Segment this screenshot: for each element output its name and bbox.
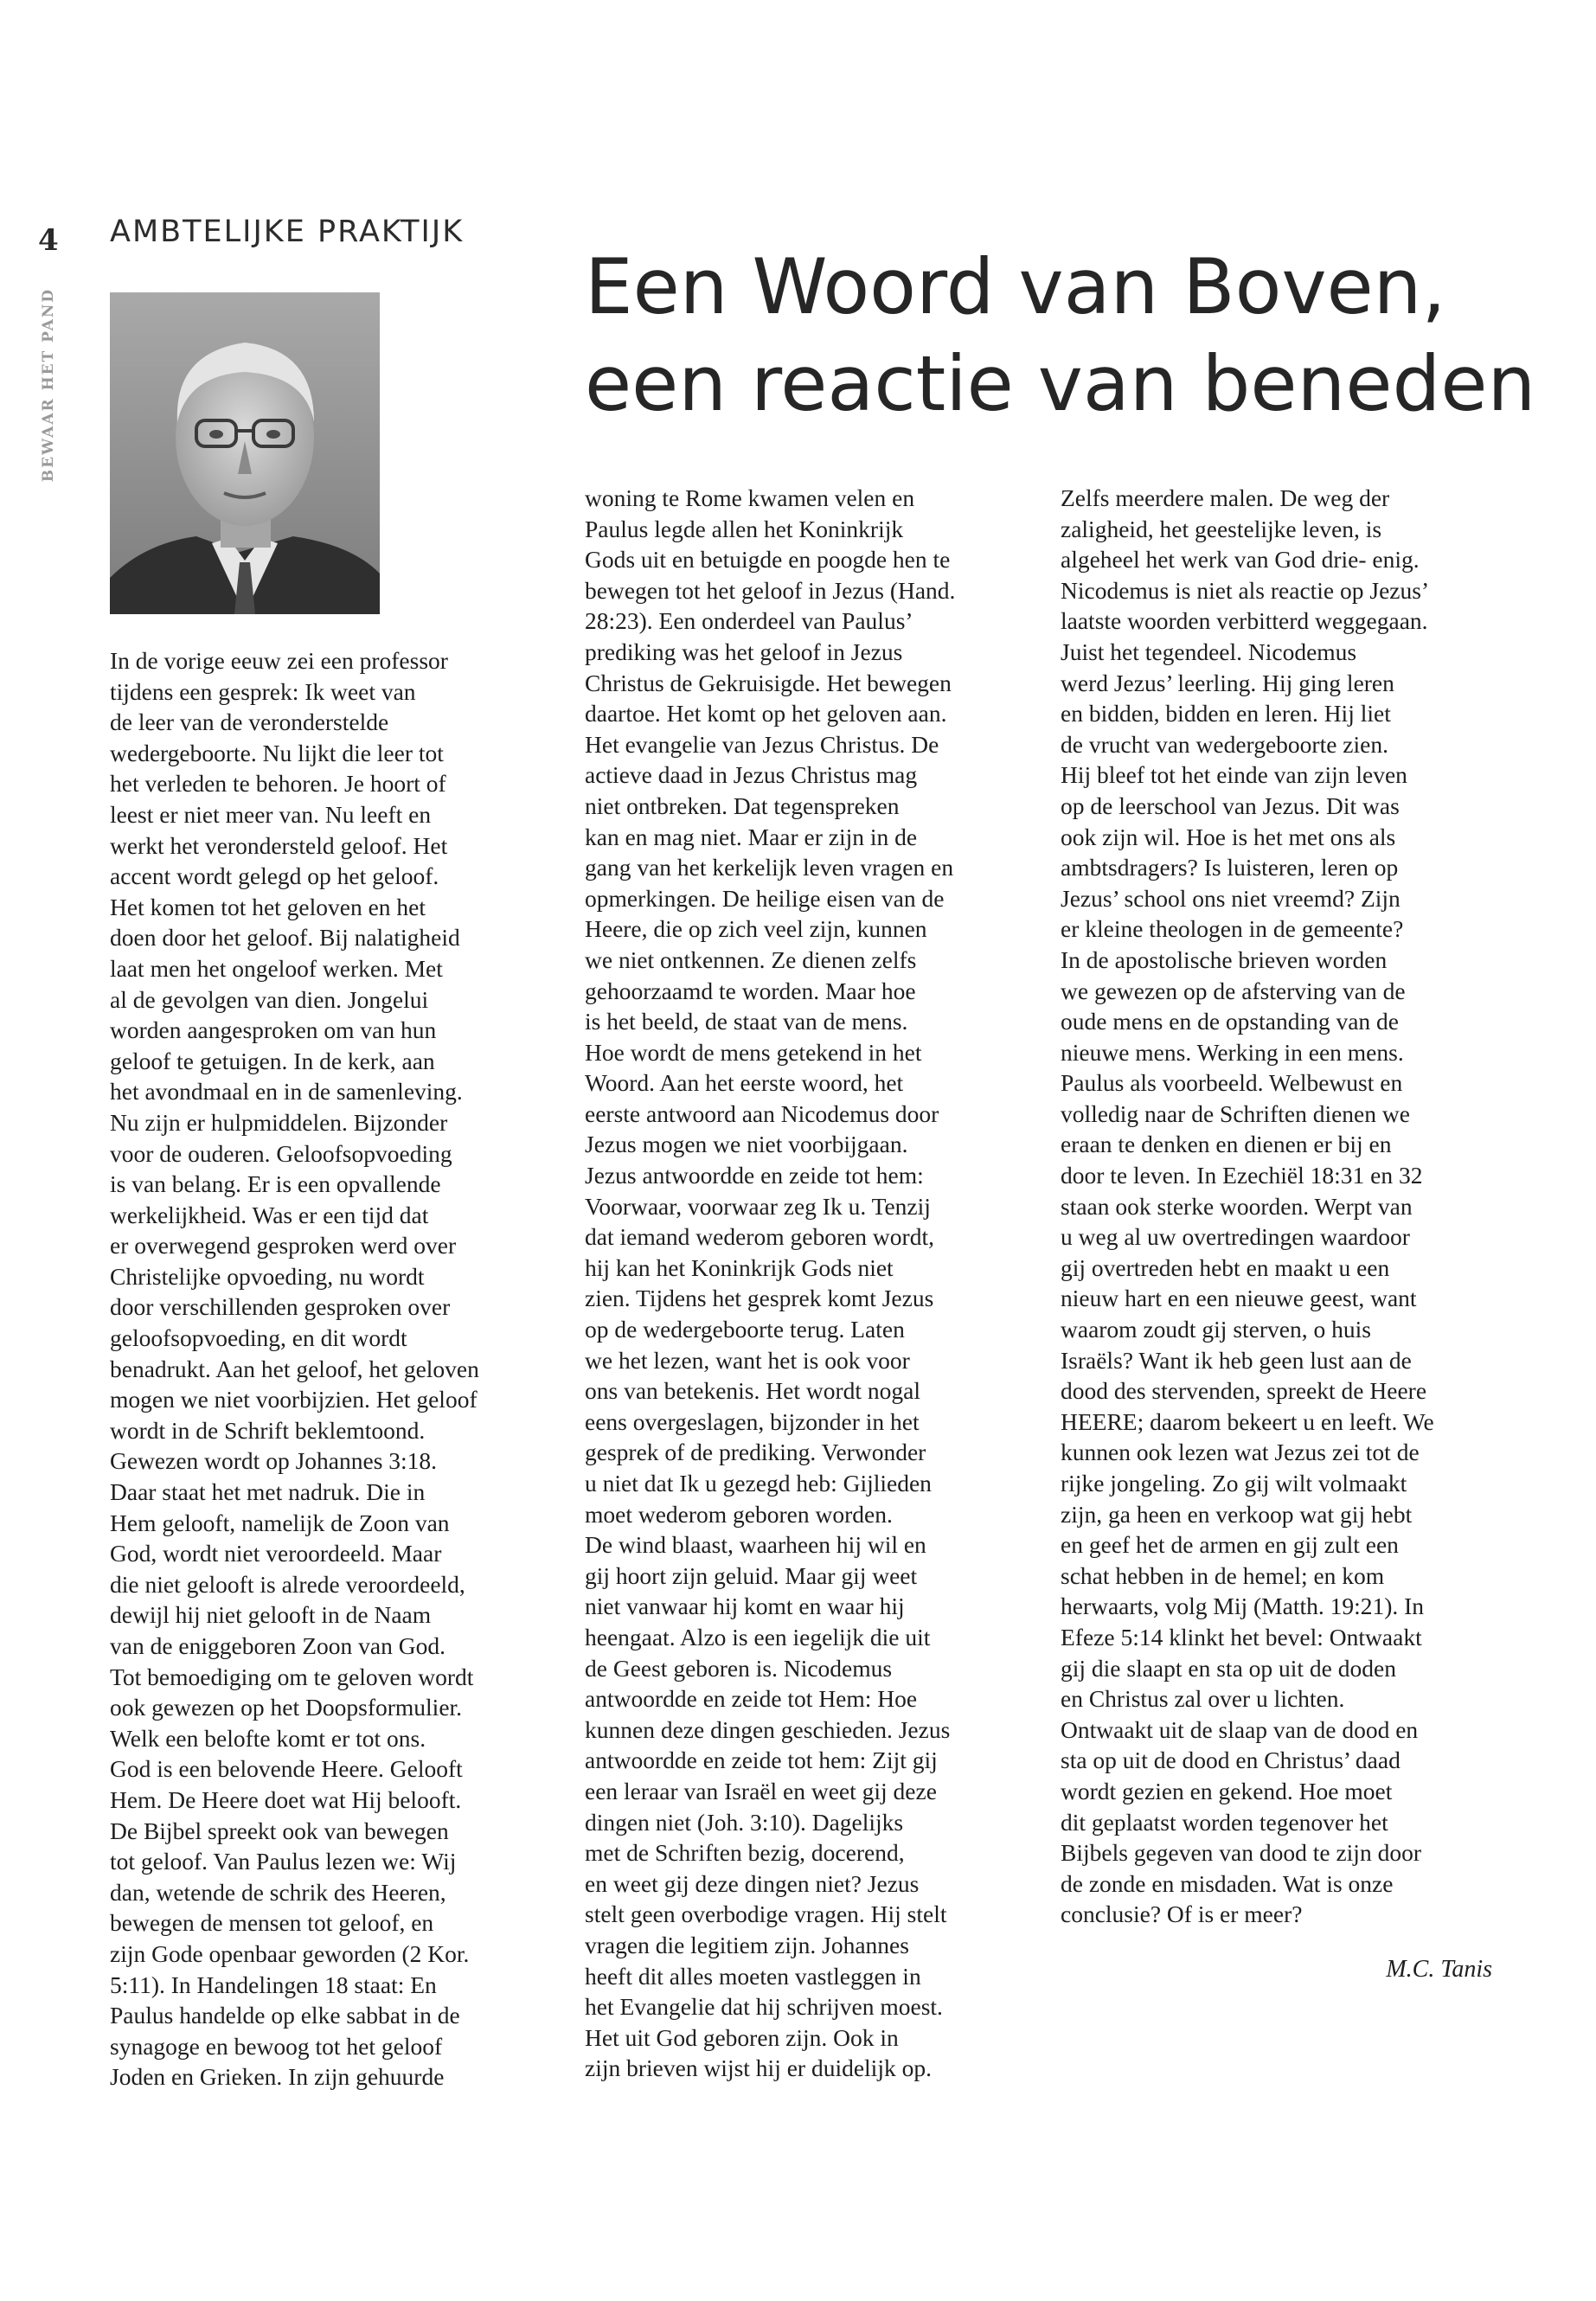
body-text-line: dewijl hij niet gelooft in de Naam: [110, 1601, 432, 1629]
body-text-line: Paulus als voorbeeld. Welbewust en: [1061, 1069, 1403, 1097]
body-text-line: dit geplaatst worden tegenover het: [1061, 1808, 1388, 1836]
body-text-line: Ontwaakt uit de slaap van de dood en: [1061, 1715, 1419, 1743]
body-text-line: Hij bleef tot het einde van zijn leven: [1061, 761, 1407, 789]
body-text-line: voor de ouderen. Geloofsopvoeding: [110, 1139, 452, 1167]
body-text-line: doen door het geloof. Bij nalatigheid: [110, 924, 460, 952]
body-text-line: heeft dit alles moeten vastleggen in: [585, 1962, 921, 1990]
body-text-line: dat iemand wederom geboren wordt,: [585, 1223, 934, 1251]
body-text-line: opmerkingen. De heilige eisen van de: [585, 884, 945, 912]
body-text-line: eerste antwoord aan Nicodemus door: [585, 1099, 939, 1127]
body-text-line: het avondmaal en in de samenleving.: [110, 1078, 463, 1106]
body-text-line: u niet dat Ik u gezegd heb: Gijlieden: [585, 1470, 932, 1497]
body-text-line: Tot bemoediging om te geloven wordt: [110, 1663, 474, 1690]
article-title-line: Een Woord van Boven,: [585, 242, 1446, 331]
body-text-line: een leraar van Israël en weet gij deze: [585, 1777, 937, 1804]
body-text-line: en weet gij deze dingen niet? Jezus: [585, 1869, 920, 1897]
body-text-line: De Bijbel spreekt ook van bewegen: [110, 1817, 449, 1844]
body-text-line: Jezus antwoordde en zeide tot hem:: [585, 1162, 924, 1189]
body-text-line: zien. Tijdens het gesprek komt Jezus: [585, 1285, 934, 1312]
body-text-line: 28:23). Een onderdeel van Paulus’: [585, 607, 913, 635]
body-text-line: Jezus’ school ons niet vreemd? Zijn: [1061, 884, 1401, 912]
body-text-line: Joden en Grieken. In zijn gehuurde: [110, 2063, 445, 2091]
author-portrait: [110, 292, 380, 614]
body-text-line: staan ook sterke woorden. Werpt van: [1061, 1192, 1413, 1220]
body-text-line: actieve daad in Jezus Christus mag: [585, 761, 918, 789]
body-text-line: Jezus mogen we niet voorbijgaan.: [585, 1131, 908, 1158]
body-text-line: worden aangesproken om van hun: [110, 1016, 437, 1044]
body-text-line: antwoordde en zeide tot Hem: Hoe: [585, 1685, 918, 1713]
article-title: [585, 239, 1554, 433]
body-text-line: door te leven. In Ezechiël 18:31 en 32: [1061, 1162, 1423, 1189]
body-text-line: Nu zijn er hulpmiddelen. Bijzonder: [110, 1108, 448, 1136]
body-text-line: hij kan het Koninkrijk Gods niet: [585, 1253, 894, 1281]
body-text-line: we niet ontkennen. Ze dienen zelfs: [585, 945, 917, 973]
body-text-line: nieuwe mens. Werking in een mens.: [1061, 1038, 1404, 1066]
body-text-line: niet ontbreken. Dat tegenspreken: [585, 792, 900, 819]
body-text-line: Christus de Gekruisigde. Het bewegen: [585, 669, 952, 696]
body-text-line: gij hoort zijn geluid. Maar gij weet: [585, 1561, 918, 1589]
body-text-line: Heere, die op zich veel zijn, kunnen: [585, 915, 927, 943]
body-text-line: is het beeld, de staat van de mens.: [585, 1008, 908, 1035]
body-text-line: gesprek of de prediking. Verwonder: [585, 1439, 926, 1466]
body-text-line: dingen niet (Joh. 3:10). Dagelijks: [585, 1808, 904, 1836]
body-text-line: de vrucht van wedergeboorte zien.: [1061, 730, 1388, 758]
body-text-line: accent wordt gelegd op het geloof.: [110, 862, 439, 890]
body-text-line: Israëls? Want ik heb geen lust aan de: [1061, 1346, 1412, 1374]
body-text-line: werkelijkheid. Was er een tijd dat: [110, 1201, 429, 1228]
body-text-line: niet vanwaar hij komt en waar hij: [585, 1593, 905, 1620]
body-text-line: gang van het kerkelijk leven vragen en: [585, 854, 954, 881]
body-text-line: waarom zoudt gij sterven, o huis: [1061, 1316, 1371, 1343]
body-text-line: geloofsopvoeding, en dit wordt: [110, 1324, 407, 1352]
body-text-line: wedergeboorte. Nu lijkt die leer tot: [110, 739, 444, 766]
body-text-line: stelt geen overbodige vragen. Hij stelt: [585, 1900, 947, 1928]
body-text-line: herwaarts, volg Mij (Matth. 19:21). In: [1061, 1593, 1425, 1620]
body-text-line: Welk een belofte komt er tot ons.: [110, 1724, 426, 1752]
body-text-line: Hem. De Heere doet wat Hij belooft.: [110, 1785, 462, 1813]
body-text-line: sta op uit de dood en Christus’ daad: [1061, 1747, 1401, 1774]
body-text-line: bewegen tot het geloof in Jezus (Hand.: [585, 576, 956, 604]
section-label: AMBTELIJKE PRAKTIJK: [110, 215, 465, 249]
body-text-line: Voorwaar, voorwaar zeg Ik u. Tenzij: [585, 1192, 931, 1220]
body-text-line: antwoordde en zeide tot hem: Zijt gij: [585, 1747, 938, 1774]
body-text-line: zijn, ga heen en verkoop wat gij hebt: [1061, 1500, 1413, 1528]
body-text-line: dan, wetende de schrik des Heeren,: [110, 1878, 446, 1906]
body-text-line: In de apostolische brieven worden: [1061, 945, 1388, 973]
body-text-line: Het komen tot het geloven en het: [110, 893, 426, 920]
body-text-line: Efeze 5:14 klinkt het bevel: Ontwaakt: [1061, 1623, 1422, 1650]
body-text-line: er overwegend gesproken werd over: [110, 1232, 457, 1259]
body-text-line: die niet gelooft is alrede veroordeeld,: [110, 1570, 465, 1598]
body-text-line: de Geest geboren is. Nicodemus: [585, 1654, 893, 1682]
portrait-illustration: [110, 292, 380, 614]
body-text-line: de leer van de veronderstelde: [110, 708, 389, 736]
body-text-line: God is een belovende Heere. Gelooft: [110, 1755, 463, 1783]
body-text-line: zijn brieven wijst hij er duidelijk op.: [585, 2054, 932, 2082]
body-text-line: rijke jongeling. Zo gij wilt volmaakt: [1061, 1470, 1407, 1497]
body-text-line: conclusie? Of is er meer?: [1061, 1900, 1303, 1928]
body-text-line: laat men het ongeloof werken. Met: [110, 954, 443, 982]
body-text-line: met de Schriften bezig, docerend,: [585, 1839, 905, 1867]
body-text-line: God, wordt niet veroordeeld. Maar: [110, 1540, 442, 1567]
body-text-line: Christelijke opvoeding, nu wordt: [110, 1262, 425, 1290]
body-text-line: tijdens een gesprek: Ik weet van: [110, 677, 416, 705]
body-text-line: Gods uit en betuigde en poogde hen te: [585, 546, 951, 574]
body-text-line: heengaat. Alzo is een iegelijk die uit: [585, 1623, 931, 1650]
body-text-line: synagoge en bewoog tot het geloof: [110, 2032, 443, 2060]
body-text-line: Juist het tegendeel. Nicodemus: [1061, 638, 1357, 665]
body-text-line: De wind blaast, waarheen hij wil en: [585, 1531, 926, 1559]
body-text-line: Paulus legde allen het Koninkrijk: [585, 515, 904, 542]
body-text-line: benadrukt. Aan het geloof, het geloven: [110, 1355, 479, 1382]
article-title-line: een reactie van beneden: [585, 339, 1536, 428]
body-text-line: In de vorige eeuw zei een professor: [110, 647, 448, 674]
body-text-line: ons van betekenis. Het wordt nogal: [585, 1377, 920, 1405]
body-text-line: 5:11). In Handelingen 18 staat: En: [110, 1971, 437, 1998]
body-text-line: en bidden, bidden en leren. Hij liet: [1061, 700, 1391, 727]
body-text-line: schat hebben in de hemel; en kom: [1061, 1561, 1385, 1589]
body-text-line: Het uit God geboren zijn. Ook in: [585, 2023, 899, 2051]
body-text-line: we gewezen op de afsterving van de: [1061, 977, 1406, 1004]
body-text-line: nieuw hart en een nieuwe geest, want: [1061, 1285, 1417, 1312]
article-column-1: [110, 645, 512, 2093]
body-text-line: werkt het verondersteld geloof. Het: [110, 831, 448, 859]
body-text-line: dood des stervenden, spreekt de Heere: [1061, 1377, 1427, 1405]
body-text-line: ook gewezen op het Doopsformulier.: [110, 1694, 463, 1721]
body-text-line: het Evangelie dat hij schrijven moest.: [585, 1993, 943, 2021]
body-text-line: volledig naar de Schriften dienen we: [1061, 1099, 1410, 1127]
running-head: [33, 277, 64, 493]
body-text-line: Gewezen wordt op Johannes 3:18.: [110, 1447, 438, 1475]
body-text-line: bewegen de mensen tot geloof, en: [110, 1909, 434, 1937]
running-head-text: BEWAAR HET PAND: [40, 287, 57, 483]
article-column-2: [585, 483, 1017, 2084]
body-text-line: mogen we niet voorbijzien. Het geloof: [110, 1386, 478, 1413]
body-text-line: moet wederom geboren worden.: [585, 1500, 893, 1528]
body-text-line: al de gevolgen van dien. Jongelui: [110, 985, 429, 1013]
body-text-line: eens overgeslagen, bijzonder in het: [585, 1407, 920, 1435]
body-text-line: ook zijn wil. Hoe is het met ons als: [1061, 823, 1396, 850]
body-text-line: kunnen deze dingen geschieden. Jezus: [585, 1715, 951, 1743]
body-text-line: werd Jezus’ leerling. Hij ging leren: [1061, 669, 1394, 696]
body-text-line: gij die slaapt en sta op uit de doden: [1061, 1654, 1396, 1682]
body-text-line: kan en mag niet. Maar er zijn in de: [585, 823, 918, 850]
body-text-line: van de eniggeboren Zoon van God.: [110, 1632, 445, 1659]
body-text-line: op de leerschool van Jezus. Dit was: [1061, 792, 1400, 819]
body-text-line: gehoorzaamd te worden. Maar hoe: [585, 977, 916, 1004]
body-text-line: laatste woorden verbitterd weggegaan.: [1061, 607, 1428, 635]
body-text-line: wordt gezien en gekend. Hoe moet: [1061, 1777, 1393, 1804]
body-text-line: geloof te getuigen. In de kerk, aan: [110, 1047, 435, 1074]
body-text-line: tot geloof. Van Paulus lezen we: Wij: [110, 1848, 457, 1875]
author-signature: M.C. Tanis: [1386, 1956, 1492, 1983]
body-text-line: is van belang. Er is een opvallende: [110, 1170, 441, 1198]
body-text-line: Hem gelooft, namelijk de Zoon van: [110, 1509, 450, 1536]
body-text-line: leest er niet meer van. Nu leeft en: [110, 800, 432, 828]
body-text-line: Het evangelie van Jezus Christus. De: [585, 730, 939, 758]
body-text-line: Woord. Aan het eerste woord, het: [585, 1069, 904, 1097]
body-text-line: de zonde en misdaden. Wat is onze: [1061, 1869, 1394, 1897]
body-text-line: Hoe wordt de mens getekend in het: [585, 1038, 922, 1066]
body-text-line: en geef het de armen en gij zult een: [1061, 1531, 1399, 1559]
body-text-line: Zelfs meerdere malen. De weg der: [1061, 484, 1390, 511]
body-text-line: er kleine theologen in de gemeente?: [1061, 915, 1404, 943]
body-text-line: Paulus handelde op elke sabbat in de: [110, 2002, 460, 2029]
body-text-line: gij overtreden hebt en maakt u een: [1061, 1253, 1390, 1281]
body-text-line: ambtsdragers? Is luisteren, leren op: [1061, 854, 1399, 881]
body-text-line: daartoe. Het komt op het geloven aan.: [585, 700, 947, 727]
body-text-line: wordt in de Schrift beklemtoond.: [110, 1416, 426, 1444]
body-text-line: Nicodemus is niet als reactie op Jezus’: [1061, 576, 1430, 604]
body-text-line: op de wedergeboorte terug. Laten: [585, 1316, 905, 1343]
body-text-line: kunnen ook lezen wat Jezus zei tot de: [1061, 1439, 1420, 1466]
body-text-line: woning te Rome kwamen velen en: [585, 484, 915, 511]
article-column-3: [1061, 483, 1493, 1930]
body-text-line: zaligheid, het geestelijke leven, is: [1061, 515, 1382, 542]
body-text-line: zijn Gode openbaar geworden (2 Kor.: [110, 1939, 470, 1967]
body-text-line: Daar staat het met nadruk. Die in: [110, 1478, 426, 1506]
body-text-line: prediking was het geloof in Jezus: [585, 638, 903, 665]
body-text-line: HEERE; daarom bekeert u en leeft. We: [1061, 1407, 1434, 1435]
body-text-line: u weg al uw overtredingen waardoor: [1061, 1223, 1410, 1251]
body-text-line: vragen die legitiem zijn. Johannes: [585, 1931, 909, 1958]
body-text-line: door verschillenden gesproken over: [110, 1293, 451, 1321]
body-text-line: en Christus zal over u lichten.: [1061, 1685, 1345, 1713]
body-text-line: we het lezen, want het is ook voor: [585, 1346, 910, 1374]
body-text-line: algeheel het werk van God drie- enig.: [1061, 546, 1420, 574]
body-text-line: oude mens en de opstanding van de: [1061, 1008, 1400, 1035]
body-text-line: Bijbels gegeven van dood te zijn door: [1061, 1839, 1421, 1867]
body-text-line: eraan te denken en dienen er bij en: [1061, 1131, 1392, 1158]
page-number: 4: [38, 223, 59, 258]
body-text-line: het verleden te behoren. Je hoort of: [110, 770, 446, 798]
